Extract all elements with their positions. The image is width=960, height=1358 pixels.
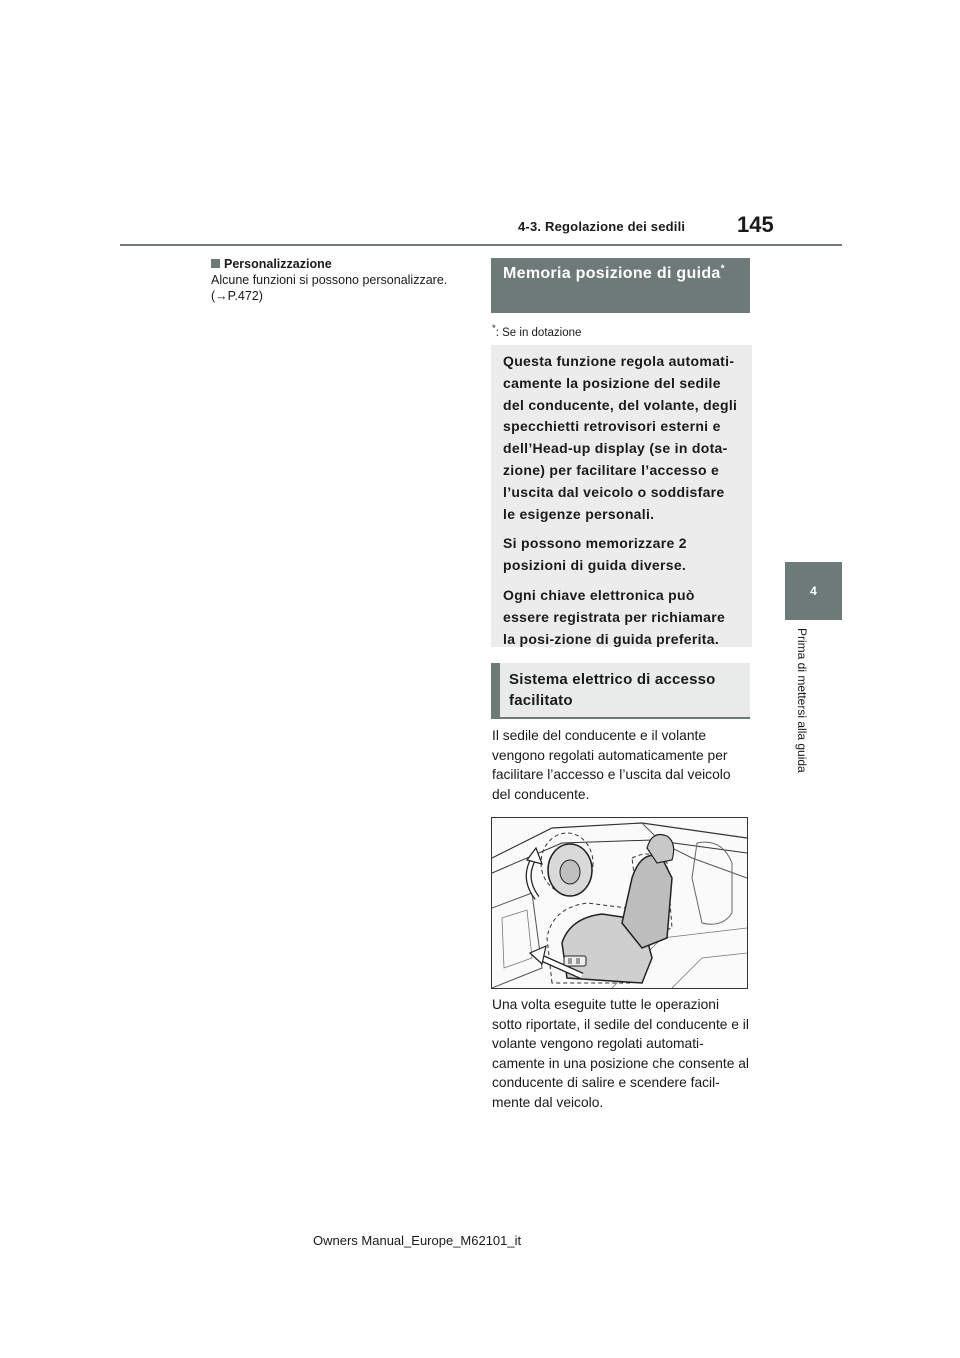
footnote (492, 323, 581, 339)
header-divider (120, 244, 842, 246)
customization-subhead: Personalizzazione (224, 257, 332, 271)
memory-title-mark: * (720, 263, 725, 275)
page-number: 145 (737, 212, 774, 237)
chapter-title: Prima di mettersi alla guida (795, 628, 809, 773)
chapter-tab (785, 562, 842, 620)
left-column (211, 256, 466, 304)
info-paragraph: Si possono memorizzare 2 posizioni di guida diverse. (503, 535, 687, 574)
footnote-text: : Se in dotazione (495, 326, 582, 339)
easy-access-paragraph-1: Il sedile del conducente e il volante vengono regolati automaticamente per facilitare l’accesso e l’uscita dal veicolo del conducente. (492, 728, 731, 802)
customization-heading (211, 256, 466, 272)
easy-access-paragraph-2: Una volta eseguite tutte le operazioni sotto riportate, il sedile del conducente e il volante vengono regolati automati-camente in una posizione che consente al conducente di salire e scendere facil-mente dal veicolo. (492, 997, 749, 1110)
memory-title-text: Memoria posizione di guida (503, 265, 721, 282)
memory-info-box (491, 345, 752, 647)
chapter-number: 4 (810, 584, 817, 598)
footer-manual-id: Owners Manual_Europe_M62101_it (313, 1233, 522, 1248)
memory-section-title (491, 258, 750, 313)
square-bullet-icon (211, 259, 220, 268)
seat-steering-illustration (491, 817, 748, 989)
customization-body: Alcune funzioni si possono personalizzare. (→P.472) (211, 273, 448, 303)
info-paragraph: Ogni chiave elettronica può essere registrata per richiamare la posi-zione di guida preferita. (503, 586, 726, 647)
info-paragraph: Questa funzione regola automati-camente la posizione del sedile del conducente, del volante, degli specchietti retrovisori esterni e dell’Head-up display (se in dota-zione) per facilitare l’accesso e l’uscita dal veicolo o soddisfare le esigenze personali. (503, 353, 738, 522)
footnote-mark: * (492, 323, 496, 334)
section-title: 4-3. Regolazione dei sedili (518, 219, 686, 234)
easy-access-section-title: Sistema elettrico di accesso facilitato (491, 663, 750, 719)
driver-seat-illustration-icon (492, 818, 747, 988)
